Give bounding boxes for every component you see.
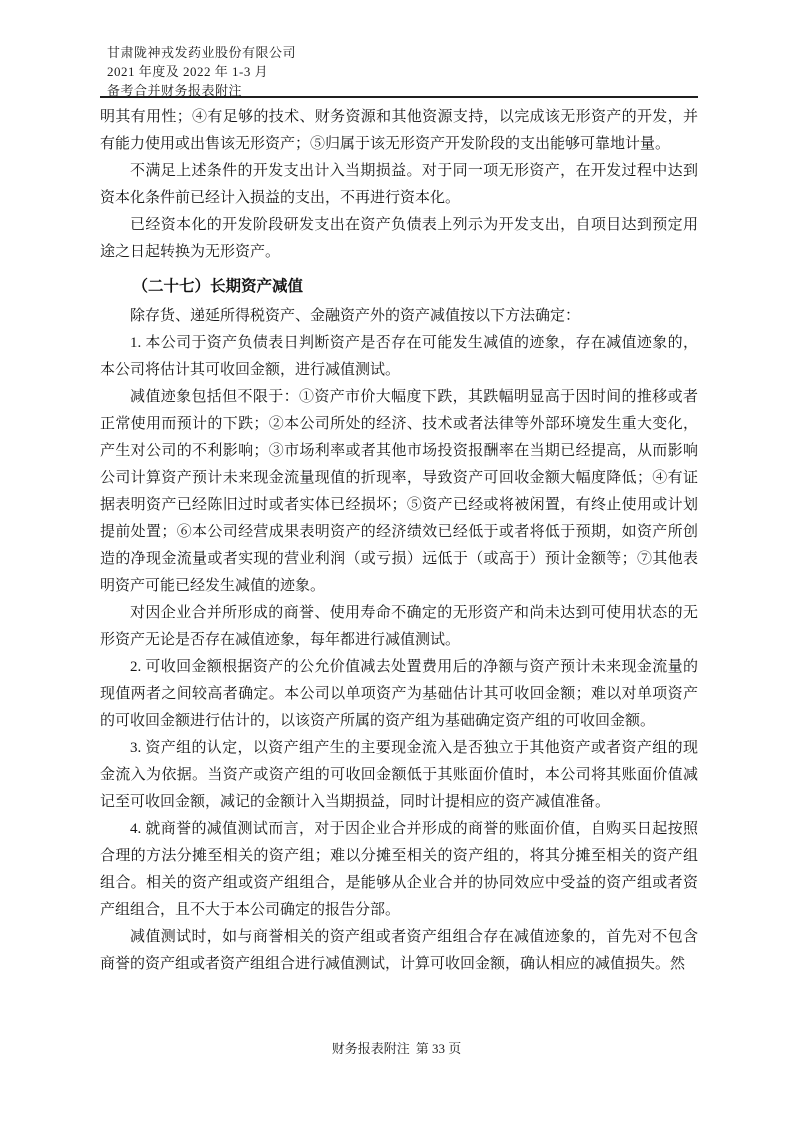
company-name: 甘肃陇神戎发药业股份有限公司 [107,45,297,60]
paragraph: 对因企业合并所形成的商誉、使用寿命不确定的无形资产和尚未达到可使用状态的无形资产无论是否存在减值迹象，每年都进行减值测试。 [100,605,698,648]
paragraph: 已经资本化的开发阶段研发支出在资产负债表上列示为开发支出，自项目达到预定用途之日起转换为无形资产。 [100,217,698,260]
paragraph-item-3: 3. 资产组的认定，以资产组产生的主要现金流入是否独立于其他资产或者资产组的现金流入为依据。当资产或资产组的可收回金额低于其账面价值时，本公司将其账面价值减记至可收回金额，减记的金额计入当期损益，同时计提相应的资产减值准备。 [100,740,698,810]
page-footer [0,1040,793,1058]
section-heading-long-term-asset-impairment: （二十七）长期资产减值 [132,278,304,295]
page-header [107,43,698,100]
footer-page-number: 第 33 页 [415,1041,462,1056]
paragraph: 除存货、递延所得税资产、金融资产外的资产减值按以下方法确定： [130,308,581,324]
header-divider [100,96,698,98]
paragraph-item-4: 4. 就商誉的减值测试而言，对于因企业合并形成的商誉的账面价值，自购买日起按照合理的方法分摊至相关的资产组；难以分摊至相关的资产组的，将其分摊至相关的资产组组合。相关的资产组或资产组组合，是能够从企业合并的协同效应中受益的资产组或者资产组组合，且不大于本公司确定的报告分部。 [100,821,698,918]
paragraph-item-1: 1. 本公司于资产负债表日判断资产是否存在可能发生减值的迹象，存在减值迹象的，本公司将估计其可收回金额，进行减值测试。 [100,335,698,378]
paragraph: 不满足上述条件的开发支出计入当期损益。对于同一项无形资产，在开发过程中达到资本化条件前已经计入损益的支出，不再进行资本化。 [100,163,698,206]
report-period: 2021 年度及 2022 年 1-3 月 [107,64,269,79]
document-body [100,104,698,978]
footer-label: 财务报表附注 [331,1041,410,1056]
paragraph-impairment-indicators: 减值迹象包括但不限于：①资产市价大幅度下跌，其跌幅明显高于因时间的推移或者正常使用而预计的下跌；②本公司所处的经济、技术或者法律等外部环境发生重大变化，产生对公司的不利影响；③市场利率或者其他市场投资报酬率在当期已经提高，从而影响公司计算资产预计未来现金流量现值的折现率，导致资产可回收金额大幅度降低；④有证据表明资产已经陈旧过时或者实体已经损坏；⑤资产已经或将被闲置，有终止使用或计划提前处置；⑥本公司经营成果表明资产的经济绩效已经低于或者将低于预期，如资产所创造的净现金流量或者实现的营业利润（或亏损）远低于（或高于）预计金额等；⑦其他表明资产可能已经发生减值的迹象。 [100,389,698,594]
paragraph: 减值测试时，如与商誉相关的资产组或者资产组组合存在减值迹象的，首先对不包含商誉的资产组或者资产组组合进行减值测试，计算可收回金额，确认相应的减值损失。然 [100,929,698,972]
document-title: 备考合并财务报表附注 [107,83,243,98]
paragraph-item-2: 2. 可收回金额根据资产的公允价值减去处置费用后的净额与资产预计未来现金流量的现值两者之间较高者确定。本公司以单项资产为基础估计其可收回金额；难以对单项资产的可收回金额进行估计的，以该资产所属的资产组为基础确定资产组的可收回金额。 [100,659,698,729]
paragraph-continued-from-previous-page: 明其有用性；④有足够的技术、财务资源和其他资源支持，以完成该无形资产的开发，并有能力使用或出售该无形资产；⑤归属于该无形资产开发阶段的支出能够可靠地计量。 [100,109,698,152]
